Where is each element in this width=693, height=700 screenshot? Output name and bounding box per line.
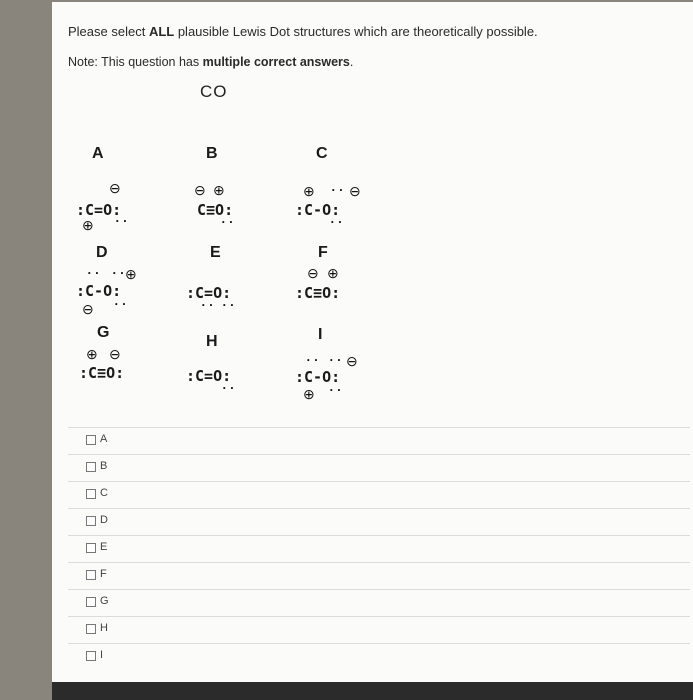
choice-label: E (100, 541, 108, 553)
lone-pair: ·· (114, 215, 130, 228)
minus-charge-icon: ⊖ (307, 265, 319, 281)
minus-charge-icon: ⊖ (82, 301, 94, 317)
lone-pair: ·· (328, 354, 344, 367)
choice-row-i[interactable] (68, 643, 690, 670)
lone-pair: ·· (111, 267, 127, 280)
lone-pair: ·· (221, 299, 237, 312)
choice-row-g[interactable] (68, 589, 690, 616)
structure-letter-a: A (92, 145, 104, 162)
bottom-bar (52, 682, 693, 700)
structure-a-formula: :C=O: (76, 201, 122, 219)
choice-label: G (100, 595, 109, 607)
minus-charge-icon: ⊖ (194, 182, 206, 198)
choice-row-f[interactable] (68, 562, 690, 589)
choice-row-c[interactable] (68, 481, 690, 508)
minus-charge-icon: ⊖ (346, 353, 358, 369)
structure-b-formula: C≡O: (197, 201, 234, 219)
structure-letter-g: G (97, 324, 110, 341)
choice-row-h[interactable] (68, 616, 690, 643)
structure-i-formula: :C-O: (295, 368, 341, 386)
minus-charge-icon: ⊖ (109, 180, 121, 196)
choice-label: B (100, 460, 108, 472)
choice-label: C (100, 487, 108, 499)
molecule-formula: CO (200, 82, 228, 101)
checkbox[interactable] (86, 543, 96, 553)
choice-label: D (100, 514, 108, 526)
checkbox[interactable] (86, 516, 96, 526)
choice-row-b[interactable] (68, 454, 690, 481)
plus-charge-icon: ⊕ (327, 265, 339, 281)
structure-letter-h: H (206, 333, 218, 350)
choice-row-e[interactable] (68, 535, 690, 562)
checkbox[interactable] (86, 597, 96, 607)
choice-row-d[interactable] (68, 508, 690, 535)
structure-c-formula: :C-O: (295, 201, 341, 219)
lone-pair: ·· (329, 216, 345, 229)
checkbox[interactable] (86, 624, 96, 634)
structure-e-formula: :C=O: (186, 284, 232, 302)
checkbox[interactable] (86, 435, 96, 445)
question-card (52, 2, 693, 682)
structure-letter-f: F (318, 244, 328, 261)
structure-letter-i: I (318, 326, 323, 343)
lone-pair: ·· (330, 184, 346, 197)
minus-charge-icon: ⊖ (109, 346, 121, 362)
plus-charge-icon: ⊕ (303, 386, 315, 402)
choice-label: H (100, 622, 108, 634)
lone-pair: ·· (86, 267, 102, 280)
lone-pair: ·· (328, 384, 344, 397)
structure-letter-b: B (206, 145, 218, 162)
lone-pair: ·· (220, 216, 236, 229)
lone-pair: ·· (113, 298, 129, 311)
checkbox[interactable] (86, 462, 96, 472)
plus-charge-icon: ⊕ (213, 182, 225, 198)
plus-charge-icon: ⊕ (125, 266, 137, 282)
choice-label: A (100, 433, 108, 445)
structure-d-formula: :C-O: (76, 282, 122, 300)
lone-pair: ·· (305, 354, 321, 367)
checkbox[interactable] (86, 570, 96, 580)
question-text: Please select ALL plausible Lewis Dot structures which are theoretically possible. (68, 24, 538, 39)
structure-letter-d: D (96, 244, 108, 261)
choice-label: F (100, 568, 107, 580)
checkbox[interactable] (86, 651, 96, 661)
structure-letter-c: C (316, 145, 328, 162)
question-note: Note: This question has multiple correct answers. (68, 55, 354, 69)
structure-letter-e: E (210, 244, 221, 261)
lone-pair: ·· (200, 299, 216, 312)
checkbox[interactable] (86, 489, 96, 499)
plus-charge-icon: ⊕ (86, 346, 98, 362)
structure-h-formula: :C=O: (186, 367, 232, 385)
plus-charge-icon: ⊕ (82, 217, 94, 233)
structure-f-formula: :C≡O: (295, 284, 341, 302)
choice-label: I (100, 649, 104, 661)
plus-charge-icon: ⊕ (303, 183, 315, 199)
minus-charge-icon: ⊖ (349, 183, 361, 199)
structure-g-formula: :C≡O: (79, 364, 125, 382)
lone-pair: ·· (221, 382, 237, 395)
choice-row-a[interactable] (68, 427, 690, 454)
